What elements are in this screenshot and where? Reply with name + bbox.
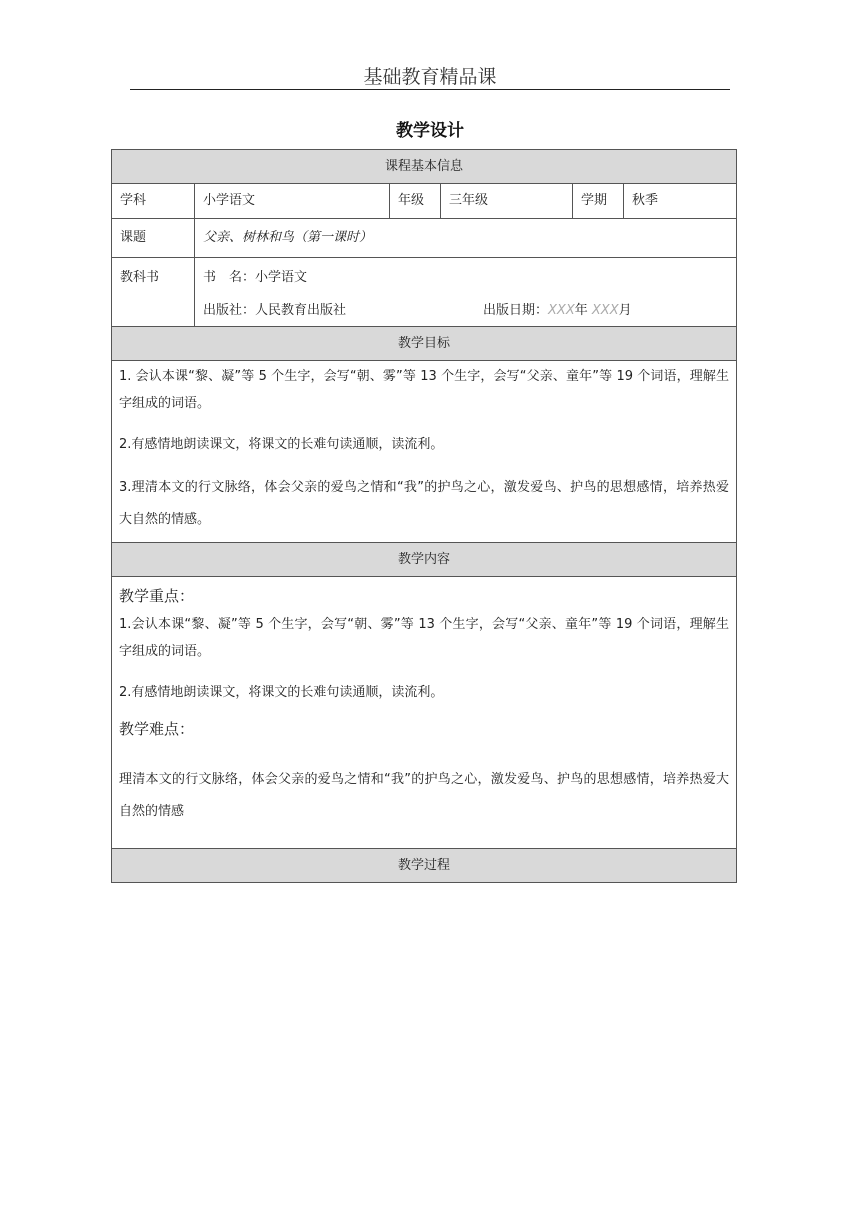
- textbook-details: [195, 258, 736, 326]
- objective-item: 3.理清本文的行文脉络，体会父亲的爱鸟之情和“我”的护鸟之心，激发爱鸟、护鸟的思想感情，培养热爱大自然的情感。: [119, 480, 729, 527]
- subject-value: 小学语文: [195, 184, 390, 218]
- key-point-item: 1.会认本课“黎、凝”等 5 个生字，会写“朝、雾”等 13 个生字，会写“父亲、童年”等 19 个词语，理解生字组成的词语。: [119, 617, 729, 659]
- grade-value: 三年级: [441, 184, 573, 218]
- grade-label: 年级: [390, 184, 441, 218]
- difficulty-item: 理清本文的行文脉络，体会父亲的爱鸟之情和“我”的护鸟之心，激发爱鸟、护鸟的思想感情，培养热爱大自然的情感: [119, 772, 729, 819]
- textbook-label: 教科书: [112, 258, 195, 326]
- objective-item: 2.有感情地朗读课文，将课文的长难句读通顺，读流利。: [119, 437, 444, 452]
- pub-date-month-placeholder: XXX: [591, 303, 619, 318]
- term-value: 秋季: [632, 193, 659, 208]
- process-section-header: [112, 849, 736, 883]
- difficulties-heading: 教学难点：: [119, 720, 195, 738]
- textbook-row: [112, 258, 736, 327]
- objectives-list: [112, 361, 736, 542]
- publisher-label: 出版社：: [203, 303, 256, 318]
- objectives-section-title: 教学目标: [397, 336, 450, 351]
- topic-row: [112, 219, 736, 258]
- publisher-line: [203, 297, 728, 330]
- objectives-section-header: [112, 327, 736, 361]
- basic-info-section-title: 课程基本信息: [384, 159, 463, 174]
- topic-label: 课题: [112, 219, 195, 257]
- content-details: [112, 577, 736, 848]
- term-label: 学期: [573, 184, 624, 218]
- key-points-heading: 教学重点：: [119, 587, 195, 605]
- header-divider: [130, 89, 730, 90]
- basic-info-section-header: [112, 150, 736, 184]
- process-section-title: 教学过程: [397, 858, 450, 873]
- pub-date-month-unit: 月: [618, 303, 632, 318]
- pub-date-year-unit: 年: [574, 303, 588, 318]
- basic-info-row: [112, 184, 736, 219]
- pub-date-label: 出版日期：: [483, 303, 549, 318]
- page-header-title: 基础教育精品课: [363, 66, 497, 88]
- subject-label: 学科: [112, 184, 195, 218]
- pub-date-year-placeholder: XXX: [548, 303, 575, 318]
- document-title: 教学设计: [396, 121, 464, 141]
- book-name-line: [203, 264, 728, 297]
- topic-value: 父亲、树林和鸟（第一课时）: [203, 230, 373, 245]
- content-body: [112, 577, 736, 849]
- book-name-value: 小学语文: [255, 270, 308, 285]
- key-point-item: 2.有感情地朗读课文，将课文的长难句读通顺，读流利。: [119, 685, 444, 700]
- objectives-body: [112, 361, 736, 543]
- objective-item: 1. 会认本课“黎、凝”等 5 个生字，会写“朝、雾”等 13 个生字，会写“父亲、童年”等 19 个词语，理解生字组成的词语。: [119, 369, 729, 411]
- lesson-design-table: [111, 149, 737, 883]
- content-section-header: [112, 543, 736, 577]
- publisher-group: [203, 297, 483, 325]
- content-section-title: 教学内容: [397, 552, 450, 567]
- publisher-value: 人民教育出版社: [255, 303, 347, 318]
- book-name-label: 书 名：: [203, 270, 256, 285]
